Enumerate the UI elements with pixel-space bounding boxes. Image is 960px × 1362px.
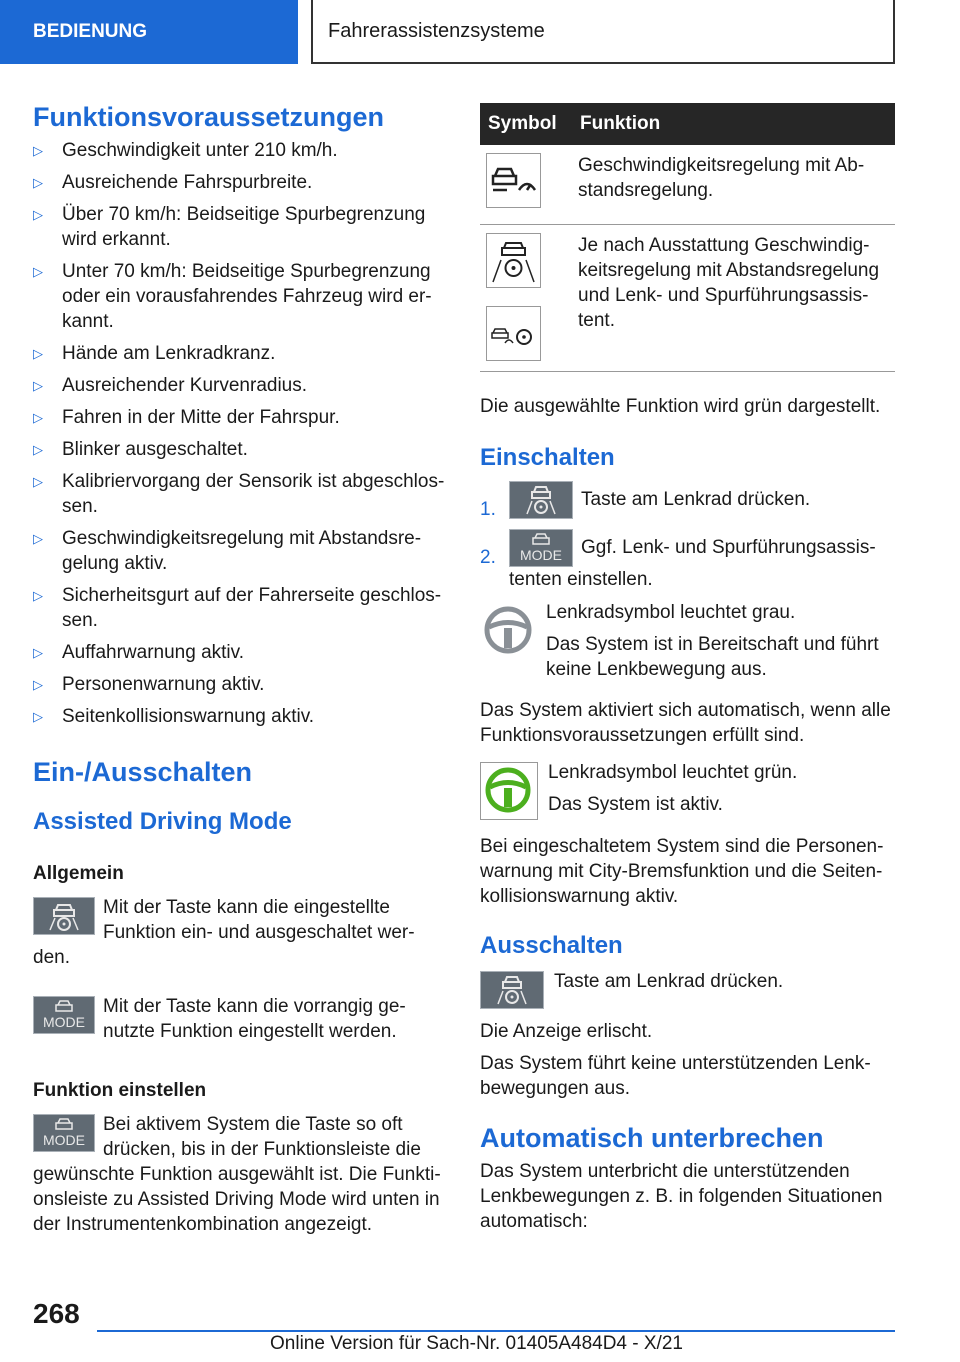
list-item: ▷ Personenwarnung aktiv. [33,674,265,695]
triangle-bullet-icon: ▷ [33,709,43,724]
list-item: ▷ Ausreichender Kurvenradius. [33,375,308,396]
left-column [33,100,445,1237]
onoff-title: Ein-/Ausschalten [33,757,253,787]
triangle-bullet-icon: ▷ [33,531,43,546]
table-row [480,225,895,372]
svg-text:MODE: MODE [43,1132,85,1148]
adm-title: Assisted Driving Mode [33,808,292,835]
triangle-bullet-icon: ▷ [33,346,43,361]
step-number: 1. [480,499,496,520]
general-block-2 [33,994,445,1044]
selected-note: Die ausgewählte Funktion wird grün dargestellt. [480,396,881,417]
general-block-1 [33,895,445,970]
general-text-2: Mit der Taste kann die vorrangig ge-nutzte Funktion eingestellt werden. [103,996,406,1042]
triangle-bullet-icon: ▷ [33,588,43,603]
header-chapter [311,0,895,64]
step-text: Ggf. Lenk- und Spurführungsassis-tenten einstellen. [509,537,876,590]
list-item: ▷ Hände am Lenkradkranz. [33,343,276,364]
list-item: ▷ Auffahrwarnung aktiv. [33,642,245,663]
off-step-block [480,969,895,1009]
auto-active-text: Das System aktiviert sich automatisch, wenn alle Funktionsvoraussetzungen erfüllt sind. [480,700,891,746]
right-column [480,103,895,1234]
table-header-symbol: Symbol [480,103,572,145]
step-2 [480,529,895,592]
off-line-2: Das System führt keine unterstützenden Lenk-bewegungen aus. [480,1053,871,1099]
table-row [480,145,895,225]
list-item: ▷ Blinker ausgeschaltet. [33,439,248,460]
steering-wheel-gray-icon [480,602,538,660]
table-cell-function: Geschwindigkeitsregelung mit Ab-standsregelung. [572,145,895,225]
list-item: ▷ Unter 70 km/h: Beidseitige Spurbegrenzung oder ein vorausfahrendes Fahrzeug wird er-kannt. [33,261,432,332]
triangle-bullet-icon: ▷ [33,474,43,489]
step-text: Taste am Lenkrad drücken. [581,489,811,511]
mode-button-icon [33,996,95,1034]
gray-line-2: Das System ist in Bereitschaft und führt keine Lenkbewegung aus. [546,634,879,680]
gray-line-1: Lenkradsymbol leuchtet grau. [546,602,796,623]
footer-text: Online Version für Sach-Nr. 01405A484D4 - X/21 [270,1333,683,1354]
general-title: Allgemein [33,863,124,884]
footer-divider [97,1330,895,1332]
list-item: ▷ Kalibriervorgang der Sensorik ist abgeschlos-sen. [33,471,445,517]
acc-steering-icon [486,306,541,361]
on-steps [480,481,895,592]
triangle-bullet-icon: ▷ [33,175,43,190]
interrupt-text: Das System unterbricht die unterstützenden Lenkbewegungen z. B. in folgenden Situationen automatisch: [480,1161,883,1232]
green-line-2: Das System ist aktiv. [548,794,723,815]
off-line-1: Die Anzeige erlischt. [480,1021,653,1042]
setfunc-text: Bei aktivem System die Taste so oft drücken, bis in der Funktionsleiste die gewünschte Funktion ausgewählt ist. Die Funkti-onsleiste zu Assisted Driving Mode wird unten in der Instrumentenkombination angezeigt. [33,1114,441,1235]
general-text-1: Mit der Taste kann die eingestellte Funktion ein- und ausgeschaltet wer-den. [33,897,415,968]
triangle-bullet-icon: ▷ [33,207,43,222]
green-line-1: Lenkradsymbol leuchtet grün. [548,762,798,783]
list-item: ▷ Ausreichende Fahrspurbreite. [33,172,313,193]
header-section [0,0,298,64]
list-item: ▷ Geschwindigkeitsregelung mit Abstandsre-gelung aktiv. [33,528,422,574]
list-item: ▷ Geschwindigkeit unter 210 km/h. [33,140,338,161]
list-item: ▷ Sicherheitsgurt auf der Fahrerseite geschlos-sen. [33,585,442,631]
setfunc-block [33,1112,445,1237]
triangle-bullet-icon: ▷ [33,143,43,158]
mode-button-icon [33,1114,95,1152]
triangle-bullet-icon: ▷ [33,410,43,425]
page-number: 268 [33,1298,80,1329]
triangle-bullet-icon: ▷ [33,378,43,393]
steering-wheel-green-icon [480,762,538,820]
acc-distance-icon [486,153,541,208]
assist-button-icon [509,481,573,519]
section-label: BEDIENUNG [33,21,148,42]
prereq-list [33,138,445,729]
chapter-label: Fahrerassistenzsysteme [328,19,545,42]
svg-text:MODE: MODE [520,547,562,563]
assist-button-icon [33,897,95,935]
on-note: Bei eingeschaltetem System sind die Personen-warnung mit City-Bremsfunktion und die Seiten-kollisionswarnung aktiv. [480,836,884,907]
triangle-bullet-icon: ▷ [33,442,43,457]
green-status-block [480,760,895,820]
gray-status-block [480,600,895,682]
triangle-bullet-icon: ▷ [33,264,43,279]
interrupt-title: Automatisch unterbrechen [480,1123,824,1153]
symbol-table [480,103,895,372]
steering-assist-icon [486,233,541,288]
step-number: 2. [480,547,496,568]
table-cell-function: Je nach Ausstattung Geschwindig-keitsregelung mit Abstandsregelung und Lenk- und Spurführungsassis-tent. [572,225,895,372]
off-step-text: Taste am Lenkrad drücken. [554,971,784,992]
list-item: ▷ Seitenkollisionswarnung aktiv. [33,706,315,727]
list-item: ▷ Über 70 km/h: Beidseitige Spurbegrenzung wird erkannt. [33,204,426,250]
off-title: Ausschalten [480,932,623,959]
assist-button-icon [480,971,544,1009]
on-title: Einschalten [480,444,615,471]
triangle-bullet-icon: ▷ [33,677,43,692]
mode-button-icon [509,529,573,567]
triangle-bullet-icon: ▷ [33,645,43,660]
prereq-title: Funktionsvoraussetzungen [33,102,385,132]
svg-text:MODE: MODE [43,1014,85,1030]
list-item: ▷ Fahren in der Mitte der Fahrspur. [33,407,340,428]
setfunc-title: Funktion einstellen [33,1080,207,1101]
step-1 [480,481,895,519]
table-header-function: Funktion [572,103,895,145]
